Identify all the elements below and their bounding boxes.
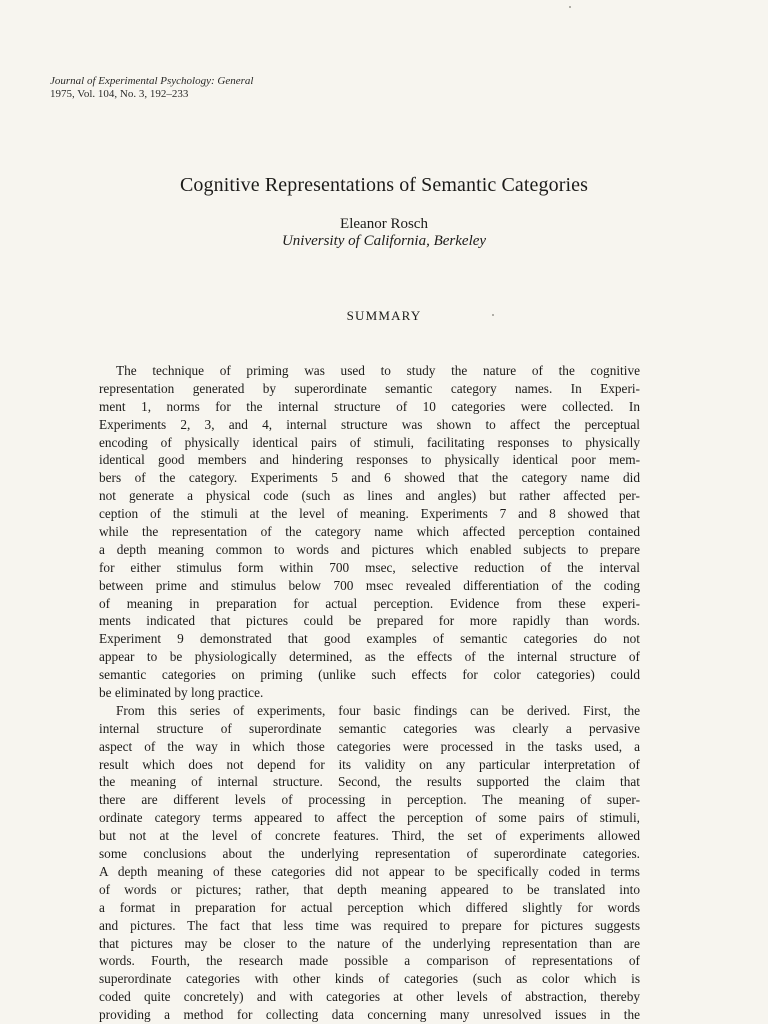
text-line: Experiments 2, 3, and 4, internal structure was shown to affect the perceptual: [99, 416, 640, 432]
text-line: ment 1, norms for the internal structure of 10 categories were collected. In: [99, 398, 640, 414]
text-line: of meaning in preparation for actual perception. Evidence from these experi-: [99, 595, 640, 611]
text-line: coded quite concretely) and with categories at other levels of abstraction, thereby: [99, 989, 640, 1005]
journal-name: Journal of Experimental Psychology: General: [50, 75, 254, 87]
text-line: aspect of the way in which those categories were processed in the tasks used, a: [99, 738, 640, 754]
text-line: be eliminated by long practice.: [99, 685, 264, 701]
text-line: From this series of experiments, four basic findings can be derived. First, the: [116, 702, 640, 718]
text-line: and pictures. The fact that less time was required to prepare for pictures suggests: [99, 917, 640, 933]
text-line: but not at the level of concrete features. Third, the set of experiments allowed: [99, 828, 640, 844]
summary-body: [99, 362, 640, 1024]
text-line: some conclusions about the underlying representation of superordinate categories.: [99, 846, 640, 862]
text-line: of words or pictures; rather, that depth meaning appeared to be translated into: [99, 881, 640, 897]
author-name: Eleanor Rosch: [340, 216, 428, 232]
text-line: there are different levels of processing in perception. The meaning of super-: [99, 792, 640, 808]
journal-citation: 1975, Vol. 104, No. 3, 192–233: [50, 88, 189, 100]
text-line: between prime and stimulus below 700 msec revealed differentiation of the coding: [99, 577, 640, 593]
summary-paragraph-2: [99, 702, 640, 1024]
text-line: not generate a physical code (such as lines and angles) but rather affected per-: [99, 488, 640, 504]
text-line: ordinate category terms appeared to affect the perception of some pairs of stimuli,: [99, 810, 640, 826]
text-line: internal structure of superordinate semantic categories was clearly a pervasive: [99, 720, 640, 736]
text-line: appear to be physiologically determined, as the effects of the internal structure of: [99, 649, 640, 665]
text-line: encoding of physically identical pairs of stimuli, facilitating responses to physically: [99, 434, 640, 450]
text-line: the meaning of internal structure. Second, the results supported the claim that: [99, 774, 640, 790]
summary-paragraph-1: [99, 362, 640, 702]
text-line: while the representation of the category name which affected perception contained: [99, 524, 640, 540]
text-line: a depth meaning common to words and pictures which enabled subjects to prepare: [99, 541, 640, 557]
text-line: result which does not depend for its validity on any particular interpretation of: [99, 756, 640, 772]
text-line: bers of the category. Experiments 5 and 6 showed that the category name did: [99, 470, 640, 486]
section-heading: SUMMARY: [346, 308, 422, 323]
text-line: A depth meaning of these categories did not appear to be specifically coded in terms: [99, 863, 640, 879]
text-line: that pictures may be closer to the nature of the underlying representation than are: [99, 935, 640, 951]
text-line: for either stimulus form within 700 msec, selective reduction of the interval: [99, 559, 640, 575]
text-line: representation generated by superordinate semantic category names. In Experi-: [99, 380, 640, 396]
text-line: providing a method for collecting data concerning many unresolved issues in the: [99, 1007, 640, 1023]
paper-speck: [569, 6, 571, 8]
text-line: The technique of priming was used to study the nature of the cognitive: [116, 363, 640, 378]
text-line: Experiment 9 demonstrated that good examples of semantic categories do not: [99, 631, 640, 647]
text-line: a format in preparation for actual perception which differed slightly for words: [99, 899, 640, 915]
text-line: semantic categories on priming (unlike such effects for color categories) could: [99, 667, 640, 683]
text-line: words. Fourth, the research made possible a comparison of representations of: [99, 953, 640, 969]
text-line: superordinate categories with other kinds of categories (such as color which is: [99, 971, 640, 987]
text-line: identical good members and hindering responses to physically identical poor mem-: [99, 452, 640, 468]
text-line: ments indicated that pictures could be prepared for more rapidly than words.: [99, 613, 640, 629]
paper-speck: [492, 314, 494, 316]
article-title: Cognitive Representations of Semantic Categories: [179, 174, 589, 196]
journal-header: [50, 75, 253, 101]
text-line: ception of the stimuli at the level of meaning. Experiments 7 and 8 showed that: [99, 506, 640, 522]
author-affiliation: University of California, Berkeley: [281, 233, 487, 249]
